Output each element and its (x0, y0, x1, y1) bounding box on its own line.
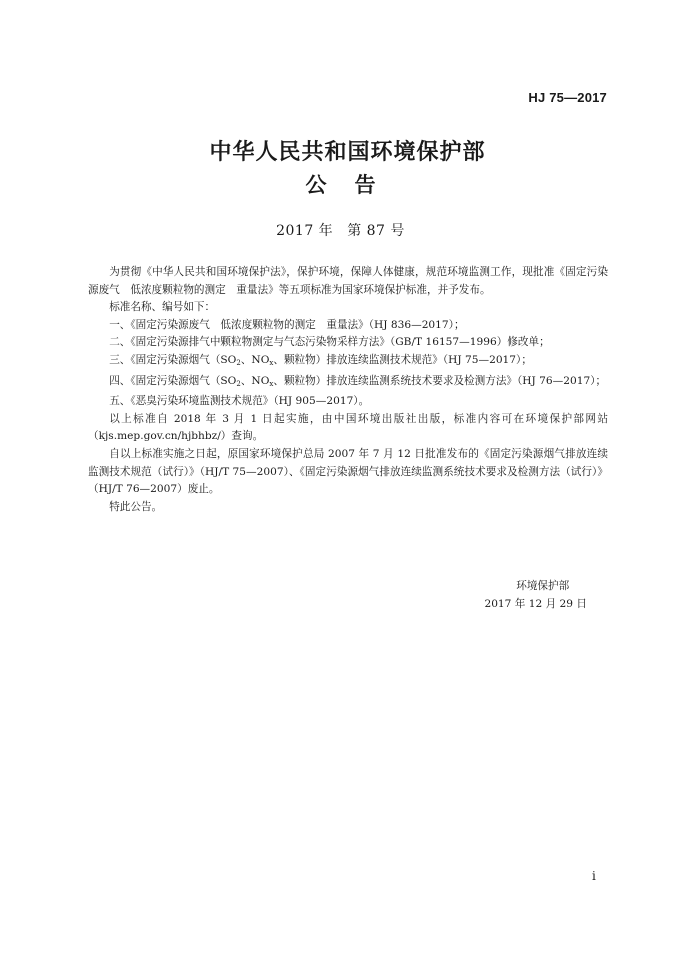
announcement-title (0, 170, 681, 200)
item3-prefix: 三、《固定污染源烟气（SO (109, 353, 237, 366)
item4-sub-2: 2 (236, 379, 241, 388)
item4-sub-x: x (269, 379, 274, 388)
issue-number (0, 220, 681, 240)
standard-item-2: 二、《固定污染源排气中颗粒物测定与气态污染物采样方法》（GB/T 16157—1996）修改单； (109, 336, 550, 349)
signoff-organization: 环境保护部 (516, 580, 570, 592)
paragraph-repeal: 自以上标准实施之日起，原国家环境保护总局 2007 年 7 月 12 日批准发布的《固定污染源烟气排放连续监测技术规范（试行）》（HJ/T 75—2007）、《固定污染源烟气排放连续监测系统技术要求及检测方法（试行）》（HJ/T 76—2007）废止。 (88, 447, 608, 496)
standard-item-4 (88, 373, 608, 394)
standard-item-1: 一、《固定污染源废气 低浓度颗粒物的测定 重量法》（HJ 836—2017）； (109, 318, 465, 331)
ministry-title: 中华人民共和国环境保护部 (209, 140, 486, 165)
item3-sub-x: x (269, 358, 274, 367)
item4-prefix: 四、《固定污染源烟气（SO (109, 374, 237, 387)
issue-seq: 第 87 号 (347, 223, 405, 239)
item4-suffix: 、颗粒物）排放连续监测系统技术要求及检测方法》（HJ 76—2017）； (273, 374, 607, 387)
item3-suffix: 、颗粒物）排放连续监测技术规范》（HJ 75—2017）； (273, 353, 532, 366)
issue-year: 2017 年 (276, 223, 334, 239)
paragraph-list-heading: 标准名称、编号如下： (109, 301, 216, 314)
paragraph-closing: 特此公告。 (109, 500, 163, 513)
item3-mid: 、NO (240, 353, 270, 366)
page-number: i (592, 869, 596, 883)
paragraph-intro: 为贯彻《中华人民共和国环境保护法》，保护环境，保障人体健康，规范环境监测工作，现批准《固定污染源废气 低浓度颗粒物的测定 重量法》等五项标准为国家环境保护标准，并予发布。 (88, 266, 608, 296)
item4-mid: 、NO (240, 374, 270, 387)
standard-code: HJ 75—2017 (528, 90, 607, 105)
title-block (0, 138, 681, 200)
item3-sub-2: 2 (236, 358, 241, 367)
signoff-date: 2017 年 12 月 29 日 (484, 598, 587, 610)
announcement-char-2: 告 (354, 173, 376, 197)
standard-item-5: 五、《恶臭污染环境监测技术规范》（HJ 905—2017）。 (109, 395, 370, 408)
announcement-body (88, 264, 608, 516)
announcement-char-1: 公 (305, 173, 327, 197)
standard-item-3 (88, 352, 608, 373)
paragraph-effective-date: 以上标准自 2018 年 3 月 1 日起实施，由中国环境出版社出版，标准内容可在环境保护部网站（kjs.mep.gov.cn/hjbhbz/）查询。 (88, 412, 608, 443)
signoff (484, 577, 587, 613)
